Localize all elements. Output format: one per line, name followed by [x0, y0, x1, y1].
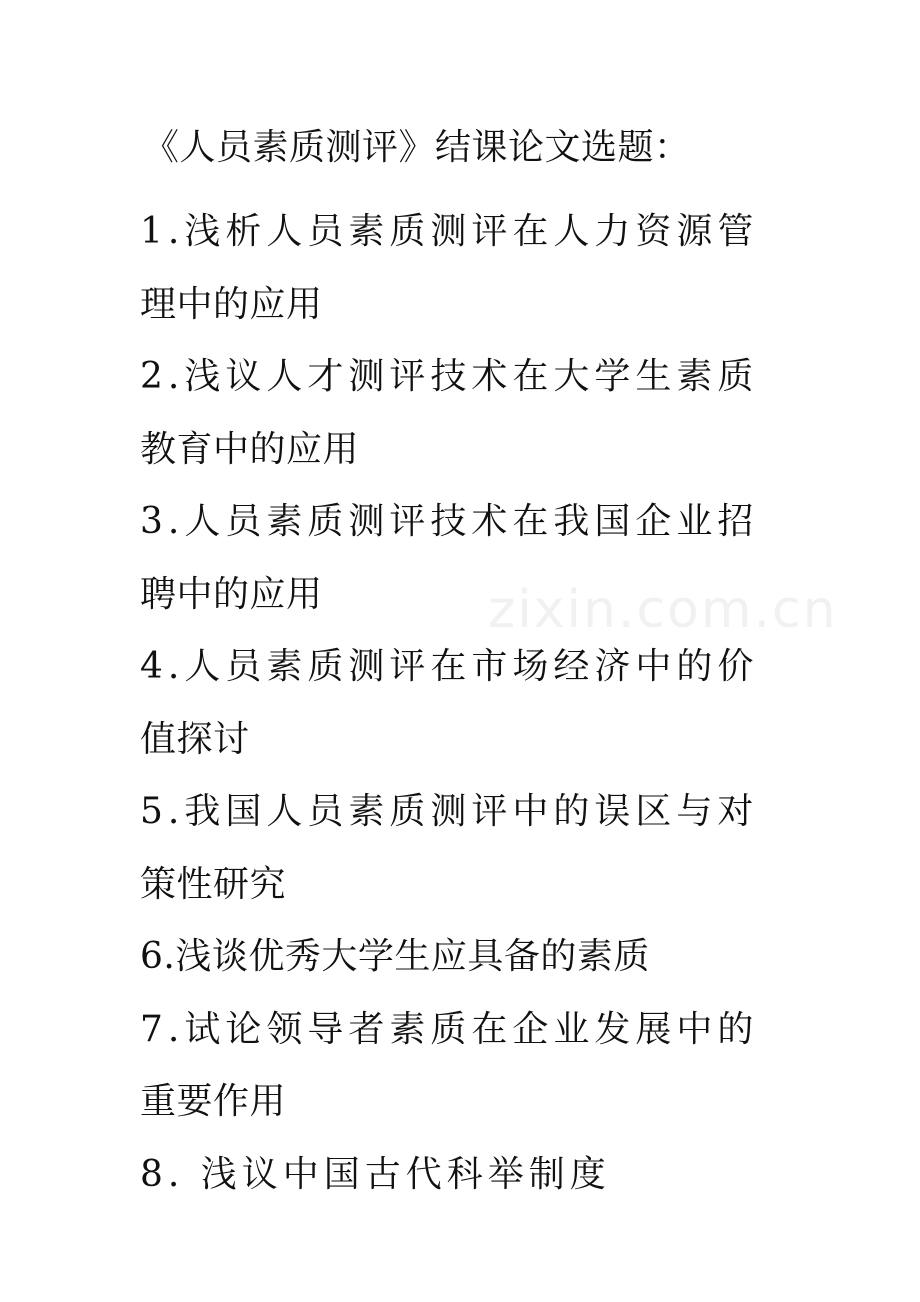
watermark-text: zixin.com.cn — [488, 580, 838, 640]
document-title: 《人员素质测评》结课论文选题： — [143, 127, 691, 168]
topic-3-line-1: 3.人员素质测评技术在我国企业招 — [140, 501, 759, 542]
topic-3-line-2: 聘中的应用 — [140, 573, 323, 615]
topic-4-line-1: 4.人员素质测评在市场经济中的价 — [140, 646, 759, 687]
topic-2-line-1: 2.浅议人才测评技术在大学生素质 — [140, 356, 759, 397]
topic-7-line-1: 7.试论领导者素质在企业发展中的 — [140, 1008, 759, 1050]
topic-6-line-1: 6.浅谈优秀大学生应具备的素质 — [140, 936, 650, 977]
topic-4-line-2: 值探讨 — [140, 718, 250, 760]
topic-1-line-1: 1.浅析人员素质测评在人力资源管 — [140, 211, 759, 252]
topic-2-line-2: 教育中的应用 — [140, 428, 360, 470]
topic-8-line-1: 8. 浅议中国古代科举制度 — [140, 1153, 611, 1195]
topic-5-line-1: 5.我国人员素质测评中的误区与对 — [140, 791, 759, 832]
topic-list — [140, 196, 790, 1211]
topic-1-line-2: 理中的应用 — [140, 283, 323, 325]
topic-7-line-2: 重要作用 — [140, 1081, 287, 1122]
topic-5-line-2: 策性研究 — [140, 863, 287, 905]
